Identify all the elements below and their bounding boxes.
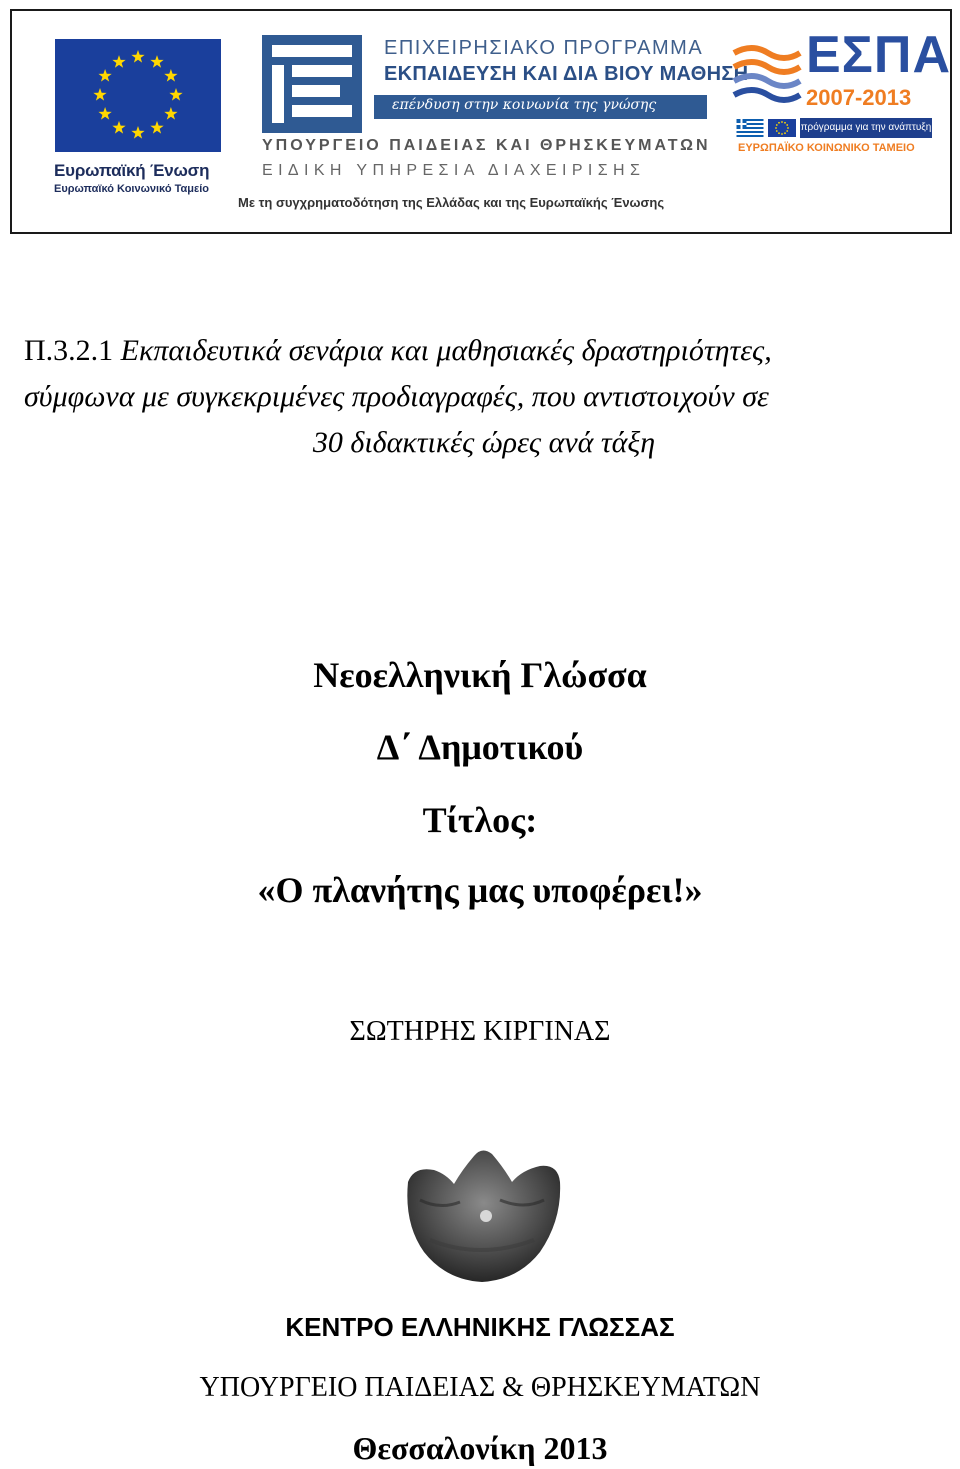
scenario-line-1	[24, 328, 944, 374]
author-name: ΣΩΤΗΡΗΣ ΚΙΡΓΙΝΑΣ	[349, 1016, 611, 1047]
eu-mini-star-icon	[784, 122, 786, 124]
eu-mini-star-icon	[787, 127, 789, 129]
eu-mini-star-icon	[786, 124, 788, 126]
funding-banner	[10, 9, 952, 234]
city-year: Θεσσαλονίκη 2013	[352, 1430, 608, 1466]
eu-mini-star-icon	[778, 132, 780, 134]
cofunding-statement: Με τη συγχρηματοδότηση της Ελλάδας και της Ευρωπαϊκής Ένωσης	[238, 195, 665, 210]
ministry-name: ΥΠΟΥΡΓΕΙΟ ΠΑΙΔΕΙΑΣ ΚΑΙ ΘΡΗΣΚΕΥΜΑΤΩΝ	[262, 137, 711, 154]
espa-flags-row	[736, 116, 932, 138]
scenario-title: Εκπαιδευτικά σενάρια και μαθησιακές δραστηριότητες,	[120, 334, 772, 367]
eu-flag-icon	[55, 39, 221, 152]
eu-mini-star-icon	[781, 121, 783, 123]
eu-mini-star-icon	[786, 130, 788, 132]
espa-waves-icon	[732, 43, 802, 113]
scenario-number: Π.3.2.1	[24, 334, 114, 367]
managing-authority: ΕΙΔΙΚΗ ΥΠΗΡΕΣΙΑ ΔΙΑΧΕΙΡΙΣΗΣ	[262, 162, 646, 179]
program-name-line2: ΕΚΠΑΙΔΕΥΣΗ ΚΑΙ ΔΙΑ ΒΙΟΥ ΜΑΘΗΣΗ	[384, 63, 749, 85]
scenario-line-2: σύμφωνα με συγκεκριμένες προδιαγραφές, που αντιστοιχούν σε	[24, 380, 769, 413]
espa-years: 2007-2013	[806, 85, 912, 110]
scenario-heading	[24, 328, 944, 466]
ministry-footer: ΥΠΟΥΡΓΕΙΟ ΠΑΙΔΕΙΑΣ & ΘΡΗΣΚΕΥΜΑΤΩΝ	[199, 1372, 761, 1403]
eu-mini-star-icon	[776, 130, 778, 132]
espa-title: ΕΣΠΑ	[806, 26, 951, 84]
scenario-line-3: 30 διδακτικές ώρες ανά τάξη	[312, 426, 656, 459]
eu-mini-star-icon	[776, 124, 778, 126]
greek-flag-icon	[736, 119, 764, 137]
course-grade: Δ΄ Δημοτικού	[376, 727, 584, 767]
organization-name: ΚΕΝΤΡΟ ΕΛΛΗΝΙΚΗΣ ΓΛΩΣΣΑΣ	[285, 1312, 675, 1342]
greek-language-center-emblem-icon	[400, 1140, 564, 1286]
course-title: «Ο πλανήτης μας υποφέρει!»	[257, 870, 703, 910]
program-slogan: επένδυση στην κοινωνία της γνώσης	[392, 97, 657, 113]
eu-mini-star-icon	[781, 133, 783, 135]
eu-mini-star-icon	[775, 127, 777, 129]
program-name-line1: ΕΠΙΧΕΙΡΗΣΙΑΚΟ ΠΡΟΓΡΑΜΜΑ	[384, 37, 704, 59]
program-logo-icon	[262, 35, 362, 133]
program-slogan-strip	[374, 95, 707, 119]
eu-subtitle: Ευρωπαϊκό Κοινωνικό Ταμείο	[54, 183, 209, 195]
course-subject: Νεοελληνική Γλώσσα	[313, 655, 647, 695]
espa-tagline: πρόγραμμα για την ανάπτυξη	[800, 118, 932, 138]
eu-mini-star-icon	[778, 122, 780, 124]
eu-mini-star-icon	[784, 132, 786, 134]
espa-fund-name: ΕΥΡΩΠΑΪΚΟ ΚΟΙΝΩΝΙΚΟ ΤΑΜΕΙΟ	[738, 142, 915, 154]
course-title-label: Τίτλος:	[422, 800, 538, 840]
eu-title: Ευρωπαϊκή Ένωση	[54, 161, 210, 180]
eu-mini-flag-icon	[768, 119, 796, 137]
